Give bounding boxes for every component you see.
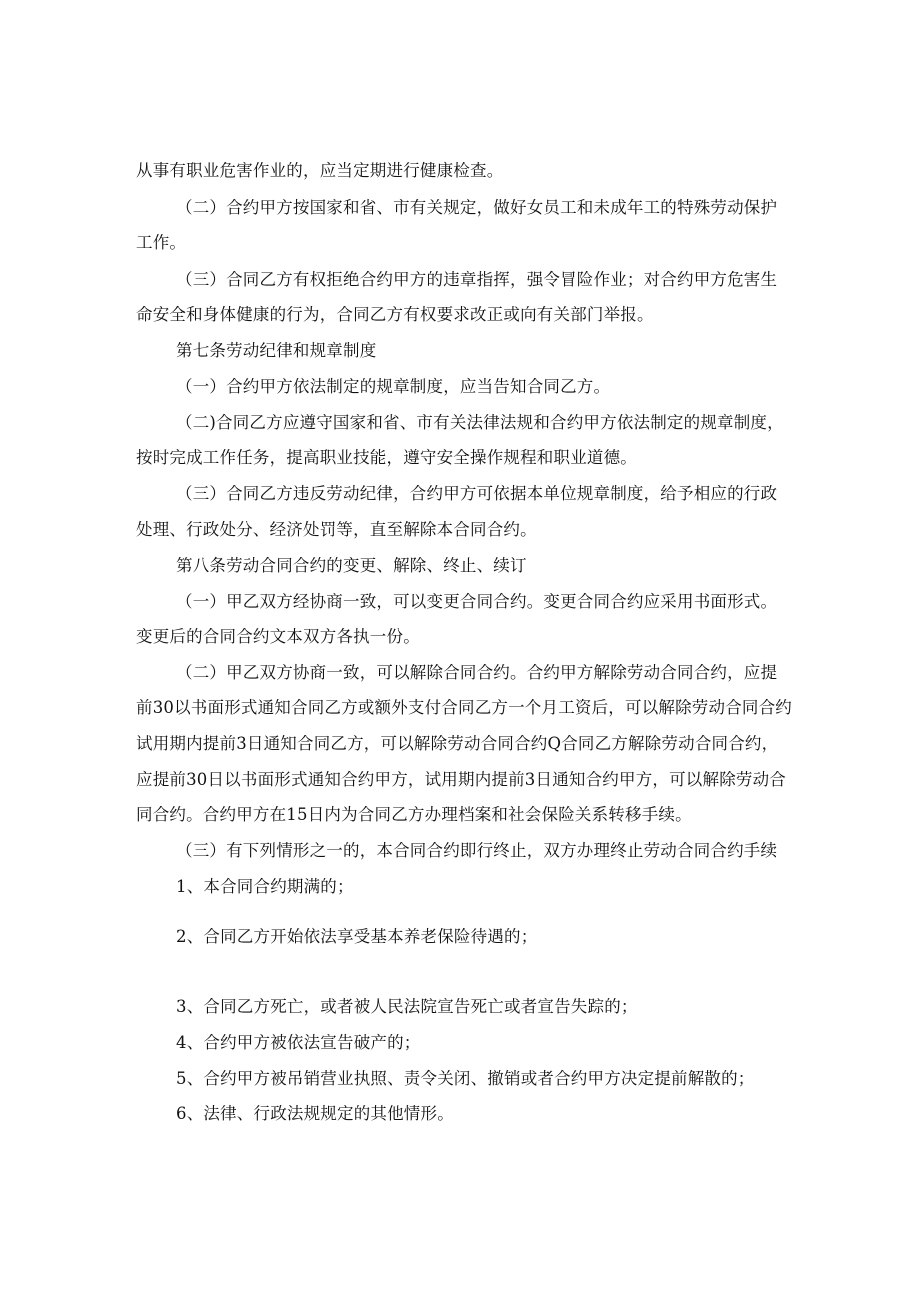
list-item: 2、合同乙方开始依法享受基本养老保险待遇的； bbox=[176, 927, 538, 946]
text-line: 从事有职业危害作业的，应当定期进行健康检查。 bbox=[136, 161, 504, 180]
text-line: （二)合同乙方应遵守国家和省、市有关法律法规和合约甲方依法制定的规章制度， bbox=[176, 413, 784, 432]
text-line: （二）合约甲方按国家和省、市有关规定，做好女员工和未成年工的特殊劳动保护 bbox=[176, 198, 778, 217]
text-line: 应提前30日以书面形式通知合约甲方，试用期内提前3日通知合约甲方，可以解除劳动合 bbox=[136, 770, 786, 789]
section-heading: 第八条劳动合同合约的变更、解除、终止、续订 bbox=[176, 556, 527, 575]
list-item: 3、合同乙方死亡，或者被人民法院宣告死亡或者宣告失踪的； bbox=[176, 997, 638, 1016]
list-item: 5、合约甲方被吊销营业执照、责令关闭、撤销或者合约甲方决定提前解散的； bbox=[176, 1069, 755, 1088]
text-line: （三）有下列情形之一的，本合同合约即行终止，双方办理终止劳动合同合约手续 bbox=[176, 841, 778, 860]
text-line: （二）甲乙双方协商一致，可以解除合同合约。合约甲方解除劳动合同合约，应提 bbox=[176, 663, 778, 682]
text-line: （三）合同乙方违反劳动纪律，合约甲方可依据本单位规章制度，给予相应的行政 bbox=[176, 484, 778, 503]
text-line: 工作。 bbox=[136, 233, 187, 252]
text-line: （一）合约甲方依法制定的规章制度，应当告知合同乙方。 bbox=[176, 377, 611, 396]
list-item: 1、本合同合约期满的； bbox=[176, 877, 354, 896]
section-heading: 第七条劳动纪律和规章制度 bbox=[176, 341, 377, 360]
text-line: 处理、行政处分、经济处罚等，直至解除本合同合约。 bbox=[136, 520, 537, 539]
text-line: （一）甲乙双方经协商一致，可以变更合同合约。变更合同合约应采用书面形式。 bbox=[176, 592, 778, 611]
text-line: 同合约。合约甲方在15日内为合同乙方办理档案和社会保险关系转移手续。 bbox=[136, 805, 692, 824]
list-item: 4、合约甲方被依法宣告破产的； bbox=[176, 1033, 421, 1052]
text-line: 命安全和身体健康的行为，合同乙方有权要求改正或向有关部门举报。 bbox=[136, 305, 654, 324]
text-line: 试用期内提前3日通知合同乙方，可以解除劳动合同合约Q合同乙方解除劳动合同合约， bbox=[136, 734, 779, 753]
list-item: 6、法律、行政法规规定的其他情形。 bbox=[176, 1104, 454, 1123]
text-line: 前30以书面形式通知合同乙方或额外支付合同乙方一个月工资后，可以解除劳动合同合约 bbox=[136, 698, 792, 717]
text-line: （三）合同乙方有权拒绝合约甲方的违章指挥，强令冒险作业；对合约甲方危害生 bbox=[176, 270, 778, 289]
text-line: 变更后的合同合约文本双方各执一份。 bbox=[136, 627, 420, 646]
text-line: 按时完成工作任务，提高职业技能，遵守安全操作规程和职业道德。 bbox=[136, 448, 637, 467]
